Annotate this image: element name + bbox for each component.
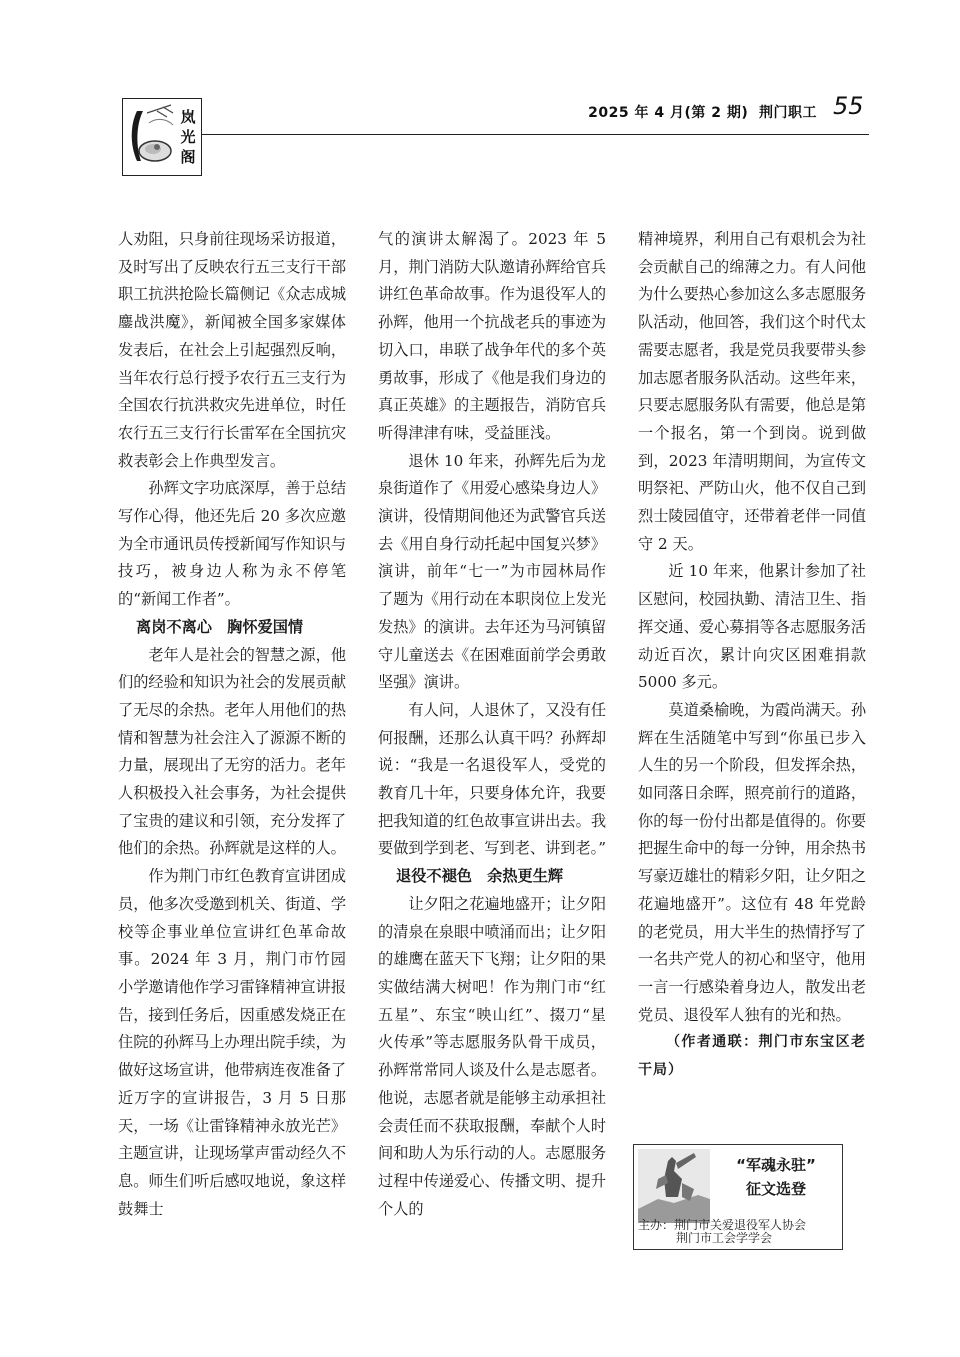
paragraph: 莫道桑榆晚，为霞尚满天。孙辉在生活随笔中写到“你虽已步入人生的另一个阶段，但发挥余热，如同落日余晖，照亮前行的道路，你的每一份付出都是值得的。你要把握生命中的每一分钟，用余热书写豪迈雄壮的精彩夕阳，让夕阳之花遍地盛开”。这位有 48 年党龄的老党员，用大半生的热情抒写了一名共产党人的初心和坚守，他用一言一行感染着身边人，散发出老党员、退役军人独有的光和热。	[638, 700, 866, 1024]
section-char: 阁	[180, 148, 196, 166]
paragraph: 作为荆门市红色教育宣讲团成员，他多次受邀到机关、街道、学校等企事业单位宣讲红色革命故事。2024 年 3 月，荆门市竹园小学邀请他作学习雷锋精神宣讲报告，接到任务后，因重感发烧正在住院的孙辉马上办理出院手续，为做好这场宣讲，他带病连夜准备了近万字的宣讲报告，3 月 5 日那天，一场《让雷锋精神永放光芒》主题宣讲，让现场掌声雷动经久不息。师生们听后感叹地说，象这样鼓舞士	[118, 867, 346, 1218]
issue-date: 2025 年 4 月(第 2 期)	[588, 105, 749, 121]
section-heading: 退役不褪色 余热更生辉	[396, 867, 564, 886]
essay-contest-banner	[633, 1144, 843, 1250]
section-heading: 离岗不离心 胸怀爱国情	[136, 617, 304, 636]
paragraph: 退休 10 年来，孙辉先后为龙泉街道作了《用爱心感染身边人》演讲，役情期间他还为武警官兵送去《用自身行动托起中国复兴梦》演讲，前年“七一”为市园林局作了题为《用行动在本职岗位上发光发热》的演讲。去年还为马河镇留守儿童送去《在困难面前学会勇敢坚强》演讲。	[378, 451, 606, 692]
banner-title-line: “军魂永驻”	[736, 1156, 816, 1174]
section-char: 岚	[180, 108, 196, 126]
page-number: 55	[833, 92, 864, 120]
section-label	[179, 107, 197, 167]
publication-name: 荆门职工	[759, 105, 817, 121]
ink-painting-icon	[127, 103, 179, 171]
text-column-2	[378, 226, 606, 1266]
sponsor-line: 荆门市工会学学会	[676, 1231, 773, 1245]
soldier-statue-photo-icon	[638, 1149, 710, 1223]
paragraph: 人劝阻，只身前往现场采访报道，及时写出了反映农行五三支行干部职工抗洪抢险长篇侧记《众志成城 鏖战洪魔》，新闻被全国多家媒体发表后，在社会上引起强烈反响，当年农行总行授予农行五三支行为全国农行抗洪救灾先进单位，时任农行五三支行行长雷军在全国抗灾救表彰会上作典型发言。	[118, 230, 362, 470]
paragraph: 老年人是社会的智慧之源，他们的经验和知识为社会的发展贡献了无尽的余热。老年人用他们的热情和智慧为社会注入了源源不断的力量，展现出了无穷的活力。老年人积极投入社会事务，为社会提供了宝贵的建议和引领，充分发挥了他们的余热。孙辉就是这样的人。	[118, 645, 346, 858]
paragraph: 有人问，人退休了，又没有任何报酬，还那么认真干吗？孙辉却说：“我是一名退役军人，受党的教育几十年，只要身体允许，我要把我知道的红色故事宣讲出去。我要做到学到老、写到老、讲到老。”	[378, 700, 606, 858]
paragraph: 精神境界，利用自己有艰机会为社会贡献自己的绵薄之力。有人问他为什么要热心参加这么多志愿服务队活动，他回答，我们这个时代太需要志愿者，我是党员我要带头参加志愿者服务队活动。这些年来，只要志愿服务队有需要，他总是第一个报名，第一个到岗。说到做到，2023 年清明期间，为宣传文明祭祀、严防山火，他不仅自己到烈士陵园值守，还带着老伴一同值守 2 天。	[638, 230, 866, 553]
paragraph: 让夕阳之花遍地盛开；让夕阳的清泉在泉眼中喷涌而出；让夕阳的雄鹰在蓝天下飞翔；让夕阳的果实做结满大树吧！作为荆门市“红五星”、东宝“映山红”、掇刀“星火传承”等志愿服务队骨干成员，孙辉常常同人谈及什么是志愿者。他说，志愿者就是能够主动承担社会责任而不获取报酬，奉献个人时间和助人为乐行动的人。志愿服务过程中传递爱心、传播文明、提升个人的	[378, 894, 606, 1218]
sponsor-line: 主办：荆门市关爱退役军人协会	[638, 1218, 807, 1232]
banner-title-line: 征文选登	[745, 1180, 806, 1198]
paragraph: 近 10 年来，他累计参加了社区慰问，校园执勤、清洁卫生、指挥交通、爱心募捐等各志愿服务活动近百次，累计向灾区困难捐款 5000 多元。	[638, 562, 866, 692]
banner-sponsor	[638, 1219, 838, 1245]
author-contact: （作者通联：荆门市东宝区老干局）	[638, 1034, 866, 1079]
header-rule	[202, 134, 869, 135]
text-column-3	[638, 226, 866, 1126]
paragraph: 气的演讲太解渴了。2023 年 5 月，荆门消防大队邀请孙辉给官兵讲红色革命故事。作为退役军人的孙辉，他用一个抗战老兵的事迹为切入口，串联了战争年代的多个英勇故事，形成了《他是我们身边的真正英雄》的主题报告，消防官兵听得津津有味，受益匪浅。	[378, 230, 606, 442]
section-logo	[122, 98, 202, 176]
banner-title	[712, 1153, 840, 1201]
paragraph: 孙辉文字功底深厚，善于总结写作心得，他还先后 20 多次应邀为全市通讯员传授新闻写作知识与技巧，被身边人称为永不停笔的“新闻工作者”。	[118, 479, 346, 609]
text-column-1	[118, 226, 362, 1266]
section-char: 光	[180, 128, 196, 146]
header-info	[588, 102, 817, 122]
